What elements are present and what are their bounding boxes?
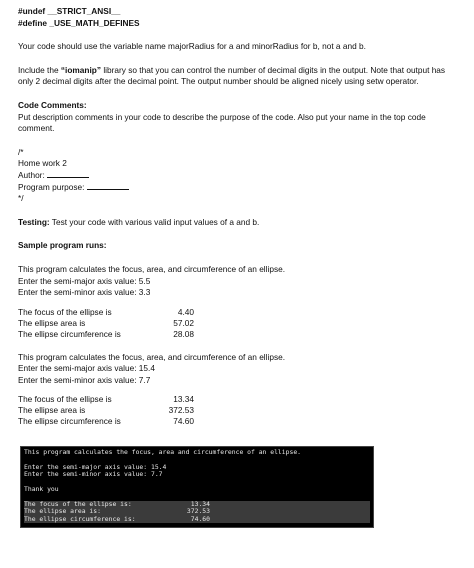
result-label: The focus of the ellipse is [18, 306, 112, 317]
iomanip-keyword: “iomanip” [60, 64, 102, 75]
console-title: This program calculates the focus, area and circumference of an ellipse. [24, 448, 302, 456]
undef-line: #undef __STRICT_ANSI__ [18, 6, 121, 16]
purpose-blank [87, 182, 129, 190]
iomanip-post: library so that you can control the number of decimal digits in the output. Note that output has only 2 decimal digits after the decimal point. The output number should be aligned nicely using setw operator. [18, 64, 446, 87]
code-comments-text: Put description comments in your code to describe the purpose of the code. Also put your name in the top code comment. [18, 111, 426, 134]
console-result-label: The ellipse circumference is: [24, 514, 136, 523]
result-value: 13.34 [173, 394, 194, 405]
comment-close: */ [18, 193, 24, 204]
console-minor-prompt: Enter the semi-minor axis value: 7.7 [24, 470, 163, 479]
comment-purpose-label: Program purpose: [18, 181, 85, 192]
run1-result-row [18, 329, 194, 340]
run2-intro: This program calculates the focus, area, and circumference of an ellipse. [18, 351, 286, 362]
comment-purpose [18, 182, 458, 194]
comment-homework: Home work 2 [18, 158, 67, 169]
iomanip-pre: Include the [18, 64, 61, 75]
define-line: #define _USE_MATH_DEFINES [18, 17, 140, 28]
run1-minor-prompt: Enter the semi-minor axis value: 3.3 [18, 287, 151, 298]
result-value: 74.60 [173, 416, 194, 427]
comment-open: /* [18, 146, 24, 157]
console-result-value: 74.60 [190, 514, 210, 523]
result-value: 4.40 [177, 306, 194, 317]
result-value: 57.02 [173, 317, 194, 328]
result-label: The ellipse circumference is [18, 416, 121, 427]
testing-text: Test your code with various valid input values of a and b. [49, 216, 260, 227]
comment-author-label: Author: [18, 169, 45, 180]
result-label: The ellipse circumference is [18, 328, 121, 339]
console-result-row [24, 516, 370, 523]
result-value: 372.53 [168, 405, 194, 416]
run2-results [18, 394, 194, 427]
run2-major-prompt: Enter the semi-major axis value: 15.4 [18, 363, 155, 374]
console-result-value: 372.53 [186, 507, 210, 516]
run2-result-row [18, 394, 194, 405]
run1-major-prompt: Enter the semi-major axis value: 5.5 [18, 275, 151, 286]
author-blank [47, 170, 89, 178]
run1-intro: This program calculates the focus, area, and circumference of an ellipse. [18, 263, 286, 274]
run2-result-row [18, 416, 194, 427]
code-comments-heading: Code Comments: [18, 99, 87, 110]
run1-results [18, 307, 194, 340]
console-result-label: The ellipse area is: [24, 507, 101, 516]
iomanip-paragraph [18, 65, 458, 88]
console-thanks: Thank you [24, 485, 59, 494]
document-body [18, 6, 458, 427]
run2-minor-prompt: Enter the semi-minor axis value: 7.7 [18, 374, 151, 385]
console-result-value: 13.34 [190, 499, 210, 508]
run2-result-row [18, 405, 194, 416]
sample-runs-heading: Sample program runs: [18, 240, 107, 251]
result-value: 28.08 [173, 328, 194, 339]
run1-result-row [18, 307, 194, 318]
testing-label: Testing: [18, 216, 50, 227]
run1-result-row [18, 318, 194, 329]
console-major-prompt: Enter the semi-major axis value: 15.4 [24, 462, 167, 471]
comment-author [18, 170, 458, 182]
console-result-label: The focus of the ellipse is: [24, 499, 132, 508]
console-screenshot [20, 446, 374, 528]
result-label: The ellipse area is [18, 317, 86, 328]
testing-paragraph [18, 217, 458, 229]
intro-paragraph: Your code should use the variable name majorRadius for a and minorRadius for b, not a and b. [18, 41, 366, 52]
result-label: The ellipse area is [18, 405, 86, 416]
result-label: The focus of the ellipse is [18, 394, 112, 405]
